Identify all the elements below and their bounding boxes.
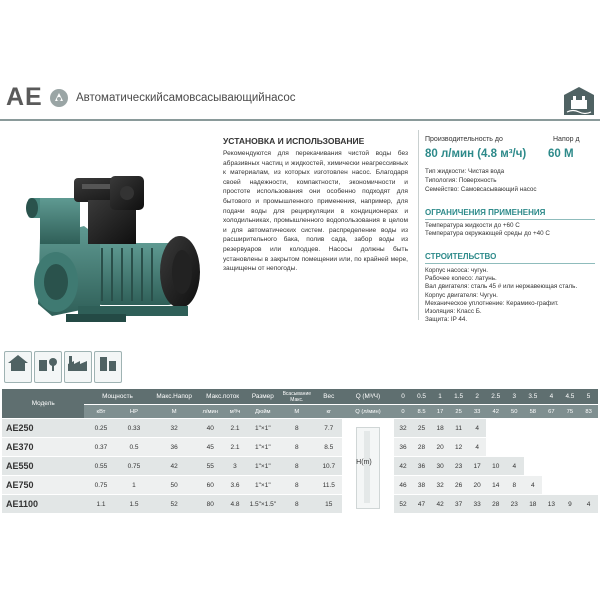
unit-m: M [150, 405, 197, 419]
head-label: Напор д [553, 136, 580, 143]
cell-h: 23 [449, 457, 468, 476]
head-value: 60 М [548, 148, 574, 160]
cell-weight: 7.7 [315, 419, 342, 438]
brand-logo-icon [49, 88, 69, 108]
unit-m: M [278, 405, 315, 419]
garden-icon [34, 351, 62, 383]
cell-h [524, 457, 543, 476]
unit-lmin: л/мин [198, 405, 223, 419]
spec-table [2, 389, 598, 514]
cell-h: 4 [505, 457, 524, 476]
cell-h: 52 [394, 495, 413, 514]
limit-line: Температура жидкости до +60 С [425, 222, 520, 229]
model-name: AE550 [2, 457, 84, 476]
cell-kw: 0.75 [84, 476, 117, 495]
cell-size: 1.5"×1.5" [247, 495, 278, 514]
cell-m3h: 2.1 [223, 419, 248, 438]
construction-line: Рабочее колесо: латунь. [425, 275, 497, 282]
factory-icon [64, 351, 92, 383]
cell-h [561, 457, 580, 476]
cell-lmin: 55 [198, 457, 223, 476]
cell-weight: 10.7 [315, 457, 342, 476]
cell-m3h: 3 [223, 457, 248, 476]
cell-h: 38 [412, 476, 431, 495]
cell-h [505, 438, 524, 457]
cell-h: 11 [449, 419, 468, 438]
col-q-m3h: Q (М³/Ч) [342, 389, 394, 405]
q-m3h: 4.5 [561, 389, 580, 405]
cell-kw: 1.1 [84, 495, 117, 514]
usage-heading: УСТАНОВКА И ИСПОЛЬЗОВАНИЕ [223, 136, 365, 146]
cell-h: 4 [468, 419, 487, 438]
series-title: AE [6, 83, 43, 111]
model-name: AE1100 [2, 495, 84, 514]
q-lmin: 25 [449, 405, 468, 419]
cell-weight: 11.5 [315, 476, 342, 495]
cell-suction: 8 [278, 457, 315, 476]
q-lmin: 42 [486, 405, 505, 419]
q-m3h: 3 [505, 389, 524, 405]
q-m3h: 0 [394, 389, 413, 405]
flow-value: 80 л/мин (4.8 м³/ч) [425, 148, 527, 160]
table-row [2, 476, 598, 495]
column-divider [418, 130, 419, 320]
cell-h: 14 [486, 476, 505, 495]
cell-suction: 8 [278, 476, 315, 495]
cell-kw: 0.37 [84, 438, 117, 457]
cell-h [579, 419, 598, 438]
cell-h: 46 [394, 476, 413, 495]
cell-h: 12 [449, 438, 468, 457]
pump-image [22, 168, 220, 340]
cell-h: 20 [468, 476, 487, 495]
construction-divider [425, 263, 595, 264]
model-name: AE250 [2, 419, 84, 438]
cell-lmin: 45 [198, 438, 223, 457]
unit-inch: Дюйм [247, 405, 278, 419]
home-icon [4, 351, 32, 383]
cell-size: 1"×1" [247, 438, 278, 457]
cell-h [579, 476, 598, 495]
cell-h [542, 419, 561, 438]
model-name: AE750 [2, 476, 84, 495]
product-title: Автоматическийсамовсасывающийнасос [76, 92, 296, 104]
cell-suction: 8 [278, 495, 315, 514]
construction-line: Изоляция: Класс Б. [425, 308, 482, 315]
cell-h: 25 [412, 419, 431, 438]
typology: Типология: Поверхность [425, 177, 497, 184]
cell-kw: 0.25 [84, 419, 117, 438]
table-row [2, 457, 598, 476]
construction-line: Защита: IP 44. [425, 316, 468, 323]
cell-h: 4 [524, 476, 543, 495]
cell-weight: 15 [315, 495, 342, 514]
cell-h: 36 [412, 457, 431, 476]
cell-h: 47 [412, 495, 431, 514]
q-lmin: 67 [542, 405, 561, 419]
h-column [342, 419, 394, 514]
limit-line: Температура окружающей среды до +40 С [425, 230, 550, 237]
unit-kg: кг [315, 405, 342, 419]
q-lmin: 83 [579, 405, 598, 419]
q-lmin: 0 [394, 405, 413, 419]
cell-head: 50 [150, 476, 197, 495]
cell-h [579, 457, 598, 476]
cell-h [524, 419, 543, 438]
cell-head: 36 [150, 438, 197, 457]
cell-h [561, 438, 580, 457]
building-icon [94, 351, 122, 383]
limits-divider [425, 219, 595, 220]
construction-line: Механическое уплотнение: Керамико-графит. [425, 300, 559, 307]
cell-h: 37 [449, 495, 468, 514]
cell-m3h: 3.6 [223, 476, 248, 495]
cell-weight: 8.5 [315, 438, 342, 457]
q-lmin: 8.5 [412, 405, 431, 419]
cell-h: 9 [561, 495, 580, 514]
cell-hp: 0.75 [117, 457, 150, 476]
cell-hp: 0.5 [117, 438, 150, 457]
cell-h [486, 419, 505, 438]
q-m3h: 3.5 [524, 389, 543, 405]
cell-h: 23 [505, 495, 524, 514]
cell-m3h: 4.8 [223, 495, 248, 514]
cell-head: 52 [150, 495, 197, 514]
cell-h [542, 457, 561, 476]
cell-kw: 0.55 [84, 457, 117, 476]
col-weight: Вес [315, 389, 342, 405]
liquid-type: Тип жидкости: Чистая вода [425, 168, 505, 175]
cell-h: 32 [394, 419, 413, 438]
cell-hp: 1 [117, 476, 150, 495]
q-m3h: 2.5 [486, 389, 505, 405]
q-m3h: 4 [542, 389, 561, 405]
col-max-flow: Макс.поток [198, 389, 247, 405]
limits-heading: ОГРАНИЧЕНИЯ ПРИМЕНЕНИЯ [425, 208, 546, 217]
cell-h [524, 438, 543, 457]
cell-head: 42 [150, 457, 197, 476]
construction-line: Корпус двигателя: Чугун. [425, 292, 498, 299]
pump-station-icon [563, 86, 595, 116]
unit-hp: HP [117, 405, 150, 419]
cell-h: 8 [505, 476, 524, 495]
q-lmin: 58 [524, 405, 543, 419]
q-m3h: 0.5 [412, 389, 431, 405]
table-row [2, 495, 598, 514]
cell-h: 13 [542, 495, 561, 514]
cell-h [561, 419, 580, 438]
cell-lmin: 40 [198, 419, 223, 438]
q-m3h: 5 [579, 389, 598, 405]
q-m3h: 2 [468, 389, 487, 405]
cell-lmin: 60 [198, 476, 223, 495]
construction-heading: СТРОИТЕЛЬСТВО [425, 252, 497, 261]
cell-h: 42 [431, 495, 450, 514]
cell-h: 30 [431, 457, 450, 476]
cell-size: 1"×1" [247, 419, 278, 438]
unit-kw: кВт [84, 405, 117, 419]
cell-h [542, 438, 561, 457]
cell-hp: 1.5 [117, 495, 150, 514]
cell-h: 26 [449, 476, 468, 495]
cell-size: 1"×1" [247, 476, 278, 495]
cell-h [486, 438, 505, 457]
cell-suction: 8 [278, 438, 315, 457]
cell-m3h: 2.1 [223, 438, 248, 457]
cell-h: 32 [431, 476, 450, 495]
cell-h: 42 [394, 457, 413, 476]
flow-label: Производительность до [425, 136, 503, 143]
cell-h: 18 [431, 419, 450, 438]
cell-lmin: 80 [198, 495, 223, 514]
q-lmin: 33 [468, 405, 487, 419]
cell-suction: 8 [278, 419, 315, 438]
unit-m3h: м³/ч [223, 405, 248, 419]
q-m3h: 1.5 [449, 389, 468, 405]
q-lmin: 75 [561, 405, 580, 419]
model-name: AE370 [2, 438, 84, 457]
table-row [2, 419, 598, 438]
cell-h: 17 [468, 457, 487, 476]
cell-h: 28 [486, 495, 505, 514]
q-lmin: 50 [505, 405, 524, 419]
unit-q-lmin: Q (л/мин) [342, 405, 394, 419]
cell-h: 33 [468, 495, 487, 514]
cell-size: 1"×1" [247, 457, 278, 476]
cell-h: 36 [394, 438, 413, 457]
table-header-row [2, 389, 598, 405]
cell-h [542, 476, 561, 495]
q-m3h: 1 [431, 389, 450, 405]
col-size: Размер [247, 389, 278, 405]
usage-text: Рекомендуются для перекачивания чистой воды без абразивных частиц и жидкостей, химически неагрессивных к материалам, из которых изготовлен насос. Благодаря своей надежности, компактности, экономичности и простоте использования они особенно подходят для бытового и промышленного применения, например, для подачи воды для рециркуляции в кондиционерах и холодильниках, промышленного водопользования в целом и для автоматических систем. распределение воды из расширительного бака, полив сада, забор воды из резервуаров или колодцев. Насосы должны быть установлены в закрытом помещении или, по крайней мере, защищены от непогоды. [223, 150, 408, 273]
family: Семейство: Самовсасывающий насос [425, 186, 537, 193]
col-suction: Всасывание Макс. [278, 389, 315, 405]
cell-h: 18 [524, 495, 543, 514]
cell-h: 4 [579, 495, 598, 514]
cell-h [579, 438, 598, 457]
construction-line: Корпус насоса: чугун. [425, 267, 489, 274]
construction-line: Вал двигателя: сталь 45 # или нержавеющая сталь. [425, 283, 578, 290]
col-max-head: Макс.Напор [150, 389, 197, 405]
cell-head: 32 [150, 419, 197, 438]
cell-h [505, 419, 524, 438]
q-lmin: 17 [431, 405, 450, 419]
cell-h: 20 [431, 438, 450, 457]
h-label: H(m) [356, 459, 372, 466]
cell-h: 28 [412, 438, 431, 457]
model-header: Модель [2, 389, 84, 419]
cell-h: 10 [486, 457, 505, 476]
cell-hp: 0.33 [117, 419, 150, 438]
cell-h [561, 476, 580, 495]
cell-h: 4 [468, 438, 487, 457]
col-power: Мощность [84, 389, 150, 405]
header-divider [0, 119, 600, 121]
table-row [2, 438, 598, 457]
table-units-row [2, 405, 598, 419]
